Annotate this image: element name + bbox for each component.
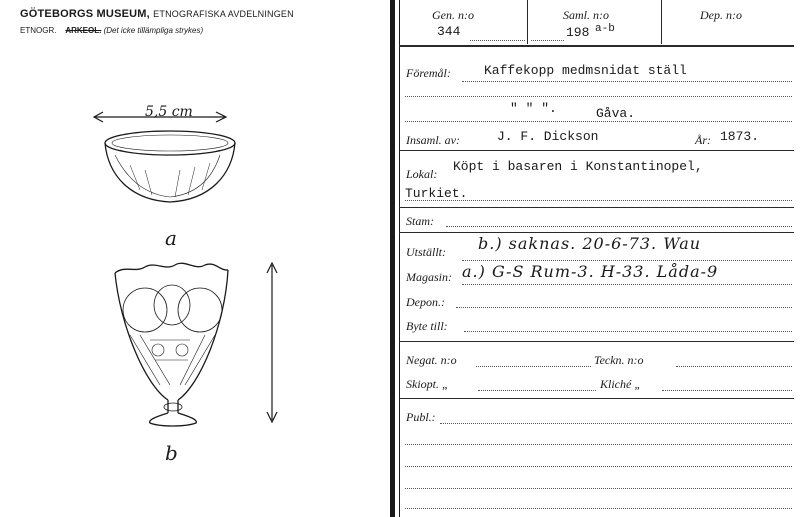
gava-value: Gåva.	[596, 106, 636, 121]
magasin-value: a.) G-S Rum-3. H-33. Låda-9	[462, 262, 719, 281]
byte-label: Byte till:	[406, 319, 448, 333]
gen-label: Gen. n:o	[432, 8, 474, 22]
caption-a: a	[165, 226, 177, 250]
header-row-line	[399, 45, 794, 47]
skiopt-dots	[478, 390, 596, 391]
gen-value: 344	[437, 24, 461, 39]
column-divider-2	[661, 0, 662, 44]
kliche-dots	[662, 390, 792, 391]
utstallt-dots	[462, 260, 792, 261]
measure-label: 5,5 cm	[145, 104, 193, 120]
skiopt-label: Skiopt. „	[406, 377, 449, 391]
skiopt-line	[399, 398, 794, 399]
dep-label: Dep. n:o	[700, 8, 742, 22]
museum-header	[20, 8, 294, 20]
museum-name: GÖTEBORGS MUSEUM,	[20, 8, 150, 20]
byte-dots	[464, 331, 792, 332]
lokal-label: Lokal:	[406, 167, 438, 181]
card-left-border-inner	[399, 0, 400, 517]
publ-dots-2	[405, 444, 792, 445]
gen-dots	[470, 40, 525, 41]
negat-label: Negat. n:o	[406, 353, 457, 367]
caption-b: b	[165, 441, 178, 465]
lokal-value-2: Turkiet.	[405, 186, 468, 201]
stam-dots	[446, 226, 792, 227]
publ-label: Publ.:	[406, 410, 436, 424]
saml-value: 198	[566, 25, 590, 40]
lokal-value-1: Köpt i basaren i Konstantinopel,	[453, 159, 703, 174]
department-name: ETNOGRAFISKA AVDELNINGEN	[153, 9, 294, 19]
arkeol-struck-label: ARKEOL.	[65, 26, 102, 35]
lokal-line	[399, 207, 794, 208]
magasin-label: Magasin:	[406, 270, 452, 284]
strike-note: (Det icke tillämpliga strykes)	[103, 26, 204, 35]
utstallt-value: b.) saknas. 20-6-73. Wau	[478, 234, 702, 253]
saml-suffix: a-b	[595, 23, 615, 35]
stam-label: Stam:	[406, 214, 434, 228]
depon-dots	[456, 307, 792, 308]
magasin-dots	[462, 284, 792, 285]
publ-dots-5	[405, 508, 792, 509]
teckn-dots	[676, 366, 792, 367]
insaml-value: J. F. Dickson	[497, 129, 599, 144]
etnogr-label: ETNOGR.	[20, 26, 57, 35]
foremal-dots	[462, 81, 792, 82]
gava-dots	[405, 121, 792, 122]
foremal-label: Föremål:	[406, 66, 451, 80]
ar-label: År:	[695, 133, 711, 147]
teckn-label: Teckn. n:o	[594, 353, 644, 367]
department-subheader	[20, 26, 203, 35]
kliche-label: Kliché „	[600, 377, 641, 391]
utstallt-label: Utställt:	[406, 245, 447, 259]
foremal-dots-2	[405, 96, 792, 97]
saml-dots	[531, 40, 564, 41]
byte-line	[399, 341, 794, 342]
card-left-border	[390, 0, 395, 517]
negat-dots	[476, 366, 591, 367]
holder-b-drawing	[115, 263, 228, 426]
saml-label: Saml. n:o	[563, 8, 609, 22]
insaml-label: Insaml. av:	[406, 133, 460, 147]
publ-dots-3	[405, 466, 792, 467]
column-divider-1	[527, 0, 528, 44]
depon-label: Depon.:	[406, 295, 445, 309]
stam-line	[399, 232, 794, 233]
height-arrow	[267, 263, 277, 422]
foremal-value: Kaffekopp medmsnidat ställ	[484, 63, 687, 78]
lokal-dots	[405, 200, 792, 201]
ar-value: 1873.	[720, 129, 760, 144]
publ-dots-1	[440, 423, 792, 424]
cup-a-drawing	[105, 131, 235, 202]
cup-drawings	[70, 95, 330, 475]
insaml-line	[399, 150, 794, 151]
gava-marks: " " ".	[510, 101, 557, 116]
publ-dots-4	[405, 488, 792, 489]
